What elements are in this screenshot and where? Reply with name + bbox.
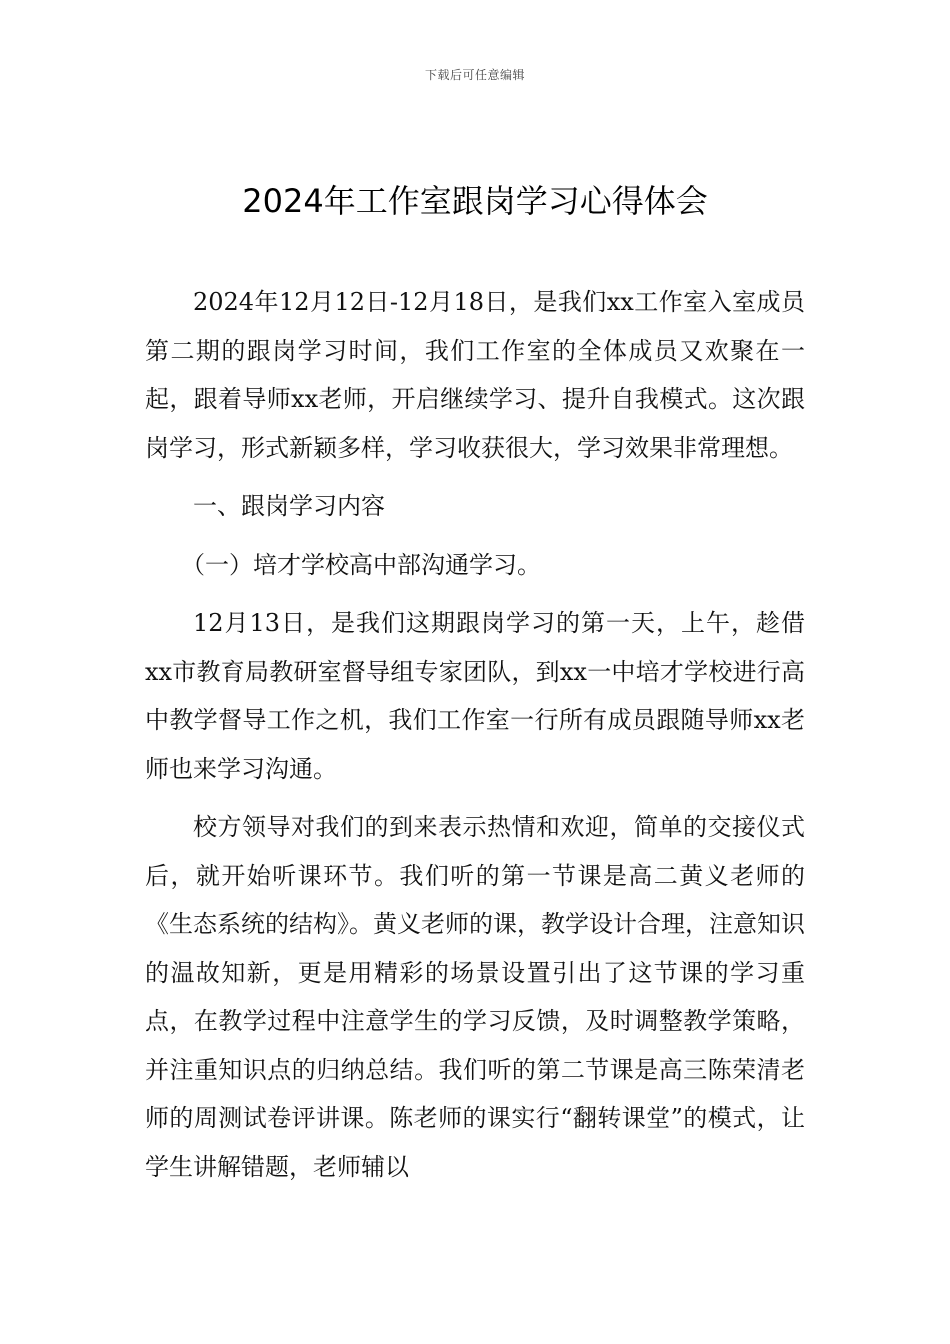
section-heading: 一、跟岗学习内容 bbox=[193, 492, 385, 520]
paragraph-intro: 2024年12月12日-12月18日，是我们xx工作室入室成员第二期的跟岗学习时间，我们工作室的全体成员又欢聚在一起，跟着导师xx老师，开启继续学习、提升自我模式。这次跟岗学习，形式新颖多样，学习收获很大，学习效果非常理想。 bbox=[145, 288, 805, 462]
document-title: 2024年工作室跟岗学习心得体会 bbox=[242, 182, 708, 220]
document-body bbox=[145, 278, 805, 1201]
paragraph-classes: 校方领导对我们的到来表示热情和欢迎，简单的交接仪式后，就开始听课环节。我们听的第一节课是高二黄义老师的《生态系统的结构》。黄义老师的课，教学设计合理，注意知识的温故知新，更是用精彩的场景设置引出了这节课的学习重点，在教学过程中注意学生的学习反馈，及时调整教学策略，并注重知识点的归纳总结。我们听的第二节课是高三陈荣清老师的周测试卷评讲课。陈老师的课实行“翻转课堂”的模式，让学生讲解错题，老师辅以 bbox=[145, 813, 805, 1181]
subsection-heading: （一）培才学校高中部沟通学习。 bbox=[181, 550, 541, 579]
header-note: 下载后可任意编辑 bbox=[424, 68, 525, 82]
paragraph-day-one: 12月13日，是我们这期跟岗学习的第一天，上午，趁借xx市教育局教研室督导组专家团队，到xx一中培才学校进行高中教学督导工作之机，我们工作室一行所有成员跟随导师xx老师也来学习沟通。 bbox=[145, 609, 805, 783]
